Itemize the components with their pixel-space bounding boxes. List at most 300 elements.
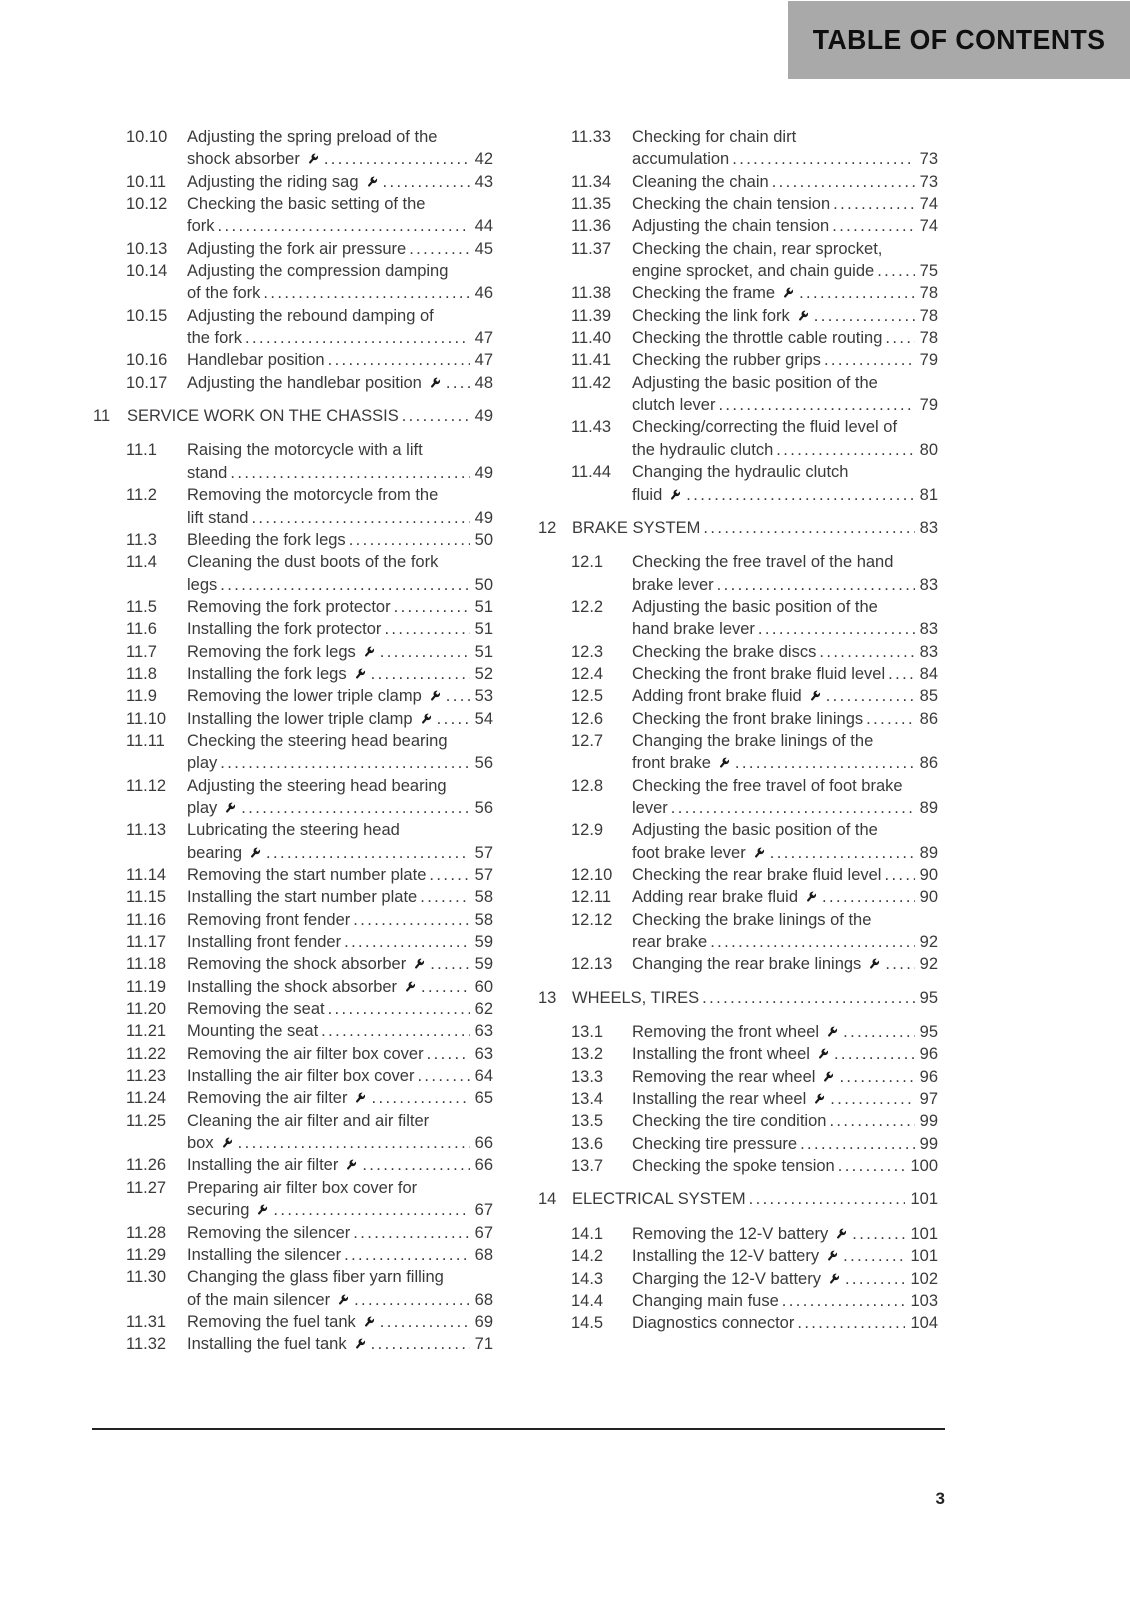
entry-title-line: Charging the 12-V battery xyxy=(632,1269,821,1288)
entry-last-line xyxy=(632,1133,938,1155)
wrench-icon xyxy=(403,980,417,994)
entry-body xyxy=(187,886,493,908)
entry-title-line: hand brake lever xyxy=(632,620,755,639)
entry-page-number: 68 xyxy=(474,1245,493,1264)
dot-leader xyxy=(430,953,469,975)
entry-last-line xyxy=(632,641,938,663)
entry-body xyxy=(632,1110,938,1132)
entry-title-line: Diagnostics connector xyxy=(632,1314,795,1333)
dot-leader xyxy=(758,618,915,640)
toc-entry-row xyxy=(93,372,493,394)
dot-leader xyxy=(833,193,915,215)
page-header xyxy=(788,1,1130,79)
entry-last-line xyxy=(632,1268,938,1290)
entry-title-line: Checking the chain tension xyxy=(632,195,831,214)
toc-entry-row xyxy=(93,1065,493,1087)
dot-leader xyxy=(888,663,915,685)
dot-leader xyxy=(437,708,470,730)
entry-last-line xyxy=(187,171,493,193)
wrench-icon xyxy=(816,1047,830,1061)
dot-leader xyxy=(772,171,915,193)
entry-title-line: of the main silencer xyxy=(187,1290,331,1309)
entry-last-line xyxy=(187,529,493,551)
toc-entry-row xyxy=(538,663,938,685)
entry-body xyxy=(632,886,938,908)
entry-last-line xyxy=(572,987,938,1009)
toc-entry-row xyxy=(538,282,938,304)
entry-body xyxy=(632,416,938,461)
entry-title-line: Installing the silencer xyxy=(187,1245,342,1264)
entry-body xyxy=(187,1020,493,1042)
entry-last-line xyxy=(632,349,938,371)
entry-page-number: 42 xyxy=(474,150,493,169)
entry-last-line xyxy=(632,953,938,975)
entry-title-line: Checking the chain, rear sprocket, xyxy=(632,239,883,258)
entry-body xyxy=(187,484,493,529)
entry-number: 10.17 xyxy=(126,373,168,392)
dot-leader xyxy=(877,260,914,282)
entry-body xyxy=(572,517,938,539)
entry-body xyxy=(187,238,493,260)
entry-title-line: accumulation xyxy=(632,150,730,169)
entry-number: 12.13 xyxy=(571,955,613,974)
entry-title-line: Removing the start number plate xyxy=(187,866,427,884)
entry-last-line xyxy=(187,797,493,819)
entry-last-line xyxy=(187,1154,493,1176)
dot-leader xyxy=(241,797,469,819)
toc-entry-row xyxy=(538,775,938,820)
wrench-icon xyxy=(344,1158,358,1172)
entry-page-number: 63 xyxy=(474,1044,493,1063)
wrench-icon xyxy=(362,1315,376,1329)
dot-leader xyxy=(238,1132,470,1154)
entry-body xyxy=(187,305,493,350)
dot-leader xyxy=(819,641,914,663)
entry-page-number: 58 xyxy=(474,888,493,907)
entry-body xyxy=(187,1177,493,1222)
toc-entry-row xyxy=(93,193,493,238)
entry-page-number: 78 xyxy=(919,329,938,348)
dot-leader xyxy=(800,1133,915,1155)
entry-page-number: 57 xyxy=(474,866,493,884)
toc-entry-row xyxy=(93,730,493,775)
entry-last-line xyxy=(187,349,493,371)
entry-number: 11.36 xyxy=(571,217,612,236)
entry-last-line xyxy=(632,260,938,282)
entry-number: 11.21 xyxy=(126,1022,167,1041)
entry-title-line: Changing the glass fiber yarn filling xyxy=(187,1268,444,1287)
entry-last-line xyxy=(632,1088,938,1110)
dot-leader xyxy=(417,1065,469,1087)
entry-title-line: Cleaning the air filter and air filter xyxy=(187,1111,430,1130)
entry-title-line: Adjusting the fork air pressure xyxy=(187,239,407,258)
entry-number: 11.32 xyxy=(126,1335,167,1354)
entry-number: 14.5 xyxy=(571,1314,604,1333)
entry-number: 14.2 xyxy=(571,1247,604,1266)
entry-title-line: fork xyxy=(187,217,215,236)
entry-page-number: 81 xyxy=(919,485,938,504)
entry-number: 10.10 xyxy=(126,128,168,146)
entry-number: 11.6 xyxy=(126,620,157,639)
entry-page-number: 73 xyxy=(919,172,938,191)
toc-entry-row xyxy=(93,685,493,707)
entry-title-line: Adjusting the steering head bearing xyxy=(187,776,447,795)
entry-page-number: 66 xyxy=(474,1156,493,1175)
entry-last-line xyxy=(572,1188,938,1210)
toc-entry-row xyxy=(538,461,938,506)
entry-page-number: 79 xyxy=(919,351,938,370)
toc-column-right xyxy=(538,126,938,1335)
toc-entry-row xyxy=(538,1312,938,1334)
entry-page-number: 92 xyxy=(919,955,938,974)
entry-number: 11.41 xyxy=(571,351,612,370)
toc-entry-row xyxy=(538,1268,938,1290)
dot-leader xyxy=(686,484,914,506)
dot-leader xyxy=(852,1223,905,1245)
toc-entry-row xyxy=(538,1021,938,1043)
toc-entry-row xyxy=(93,1110,493,1155)
entry-title-line: engine sprocket, and chain guide xyxy=(632,262,875,281)
entry-title-line: Raising the motorcycle with a lift xyxy=(187,441,423,460)
toc-entry-row xyxy=(538,1223,938,1245)
entry-page-number: 78 xyxy=(919,306,938,325)
entry-title-line: Removing the fuel tank xyxy=(187,1312,356,1331)
entry-page-number: 101 xyxy=(910,1190,938,1209)
dot-leader xyxy=(776,439,914,461)
entry-body xyxy=(632,775,938,820)
entry-last-line xyxy=(187,1020,493,1042)
entry-number: 11.13 xyxy=(126,821,167,840)
toc-entry-row xyxy=(93,1222,493,1244)
toc-entry-row xyxy=(93,439,493,484)
toc-entry-row xyxy=(93,909,493,931)
entry-last-line xyxy=(187,1311,493,1333)
entry-number: 14.1 xyxy=(571,1224,604,1243)
entry-page-number: 96 xyxy=(919,1045,938,1064)
entry-page-number: 69 xyxy=(474,1312,493,1331)
toc-entry-row xyxy=(93,1244,493,1266)
toc-section-row xyxy=(538,1188,938,1210)
dot-leader xyxy=(843,1245,905,1267)
dot-leader xyxy=(830,1088,914,1110)
entry-page-number: 46 xyxy=(474,284,493,303)
entry-last-line xyxy=(632,439,938,461)
entry-number: 11.29 xyxy=(126,1245,167,1264)
dot-leader xyxy=(884,864,914,886)
entry-last-line xyxy=(632,1155,938,1177)
entry-title-line: Checking/correcting the fluid level of xyxy=(632,418,898,437)
dot-leader xyxy=(344,1244,470,1266)
entry-body xyxy=(187,1087,493,1109)
entry-body xyxy=(187,1222,493,1244)
entry-title-line: Removing the fork protector xyxy=(187,597,391,616)
page-title: TABLE OF CONTENTS xyxy=(812,24,1106,55)
toc-entry-row xyxy=(93,819,493,864)
entry-page-number: 59 xyxy=(474,933,493,952)
entry-title-line: stand xyxy=(187,463,228,482)
dot-leader xyxy=(409,238,469,260)
entry-title-line: Bleeding the fork legs xyxy=(187,530,346,549)
wrench-icon xyxy=(412,957,426,971)
entry-page-number: 52 xyxy=(474,664,493,683)
entry-page-number: 66 xyxy=(474,1134,493,1153)
dot-leader xyxy=(770,842,915,864)
toc-section-row xyxy=(538,987,938,1009)
entry-title-line: Removing front fender xyxy=(187,910,351,929)
entry-number: 11.28 xyxy=(126,1223,167,1242)
entry-last-line xyxy=(632,484,938,506)
dot-leader xyxy=(885,953,914,975)
entry-title-line: Removing the air filter xyxy=(187,1089,348,1108)
toc-entry-row xyxy=(538,1290,938,1312)
entry-last-line xyxy=(632,305,938,327)
entry-body xyxy=(187,260,493,305)
toc-entry-row xyxy=(93,349,493,371)
dot-leader xyxy=(732,148,914,170)
dot-leader xyxy=(845,1268,906,1290)
toc-entry-row xyxy=(93,1043,493,1065)
entry-last-line xyxy=(632,394,938,416)
entry-last-line xyxy=(632,1066,938,1088)
entry-page-number: 101 xyxy=(910,1224,938,1243)
entry-last-line xyxy=(187,1065,493,1087)
entry-number: 11.12 xyxy=(126,776,167,795)
dot-leader xyxy=(843,1021,915,1043)
wrench-icon xyxy=(419,712,433,726)
entry-number: 11.34 xyxy=(571,172,612,191)
entry-body xyxy=(187,171,493,193)
entry-last-line xyxy=(187,372,493,394)
toc-entry-row xyxy=(538,1066,938,1088)
entry-number: 10.15 xyxy=(126,306,168,325)
wrench-icon xyxy=(336,1293,350,1307)
entry-title-line: Checking the rear brake fluid level xyxy=(632,866,882,884)
wrench-icon xyxy=(668,488,682,502)
entry-last-line xyxy=(187,998,493,1020)
entry-last-line xyxy=(187,1289,493,1311)
entry-page-number: 90 xyxy=(919,866,938,884)
entry-page-number: 83 xyxy=(919,642,938,661)
entry-title-line: Adding front brake fluid xyxy=(632,687,802,706)
toc-entry-row xyxy=(538,416,938,461)
toc-entry-row xyxy=(93,1333,493,1355)
entry-body xyxy=(187,1333,493,1355)
entry-page-number: 74 xyxy=(919,217,938,236)
entry-last-line xyxy=(187,282,493,304)
entry-title-line: Checking the link fork xyxy=(632,306,790,325)
entry-last-line xyxy=(187,148,493,170)
dot-leader xyxy=(866,708,915,730)
entry-body xyxy=(187,931,493,953)
entry-body xyxy=(632,1245,938,1267)
wrench-icon xyxy=(248,846,262,860)
toc-entry-row xyxy=(538,641,938,663)
dot-leader xyxy=(245,327,470,349)
entry-title-line: BRAKE SYSTEM xyxy=(572,518,701,537)
entry-title-line: Checking the free travel of foot brake xyxy=(632,776,903,795)
entry-last-line xyxy=(187,864,493,886)
entry-body xyxy=(632,1088,938,1110)
entry-title-line: Checking the brake linings of the xyxy=(632,910,872,929)
dot-leader xyxy=(344,931,470,953)
toc-entry-row xyxy=(538,596,938,641)
entry-body xyxy=(632,708,938,730)
entry-title-line: Lubricating the steering head xyxy=(187,821,400,840)
entry-body xyxy=(632,238,938,283)
entry-last-line xyxy=(187,327,493,349)
dot-leader xyxy=(266,842,470,864)
entry-last-line xyxy=(187,618,493,640)
entry-title-line: the fork xyxy=(187,329,243,348)
entry-title-line: Removing the seat xyxy=(187,1000,325,1019)
wrench-icon xyxy=(812,1092,826,1106)
dot-leader xyxy=(394,596,470,618)
toc-entry-row xyxy=(538,953,938,975)
entry-page-number: 54 xyxy=(474,709,493,728)
entry-page-number: 73 xyxy=(919,150,938,169)
toc-entry-row xyxy=(538,305,938,327)
entry-title-line: Installing the fork protector xyxy=(187,620,382,639)
entry-page-number: 78 xyxy=(919,284,938,303)
entry-number: 12.1 xyxy=(571,553,604,572)
entry-body xyxy=(632,327,938,349)
entry-body xyxy=(632,685,938,707)
entry-body xyxy=(187,596,493,618)
dot-leader xyxy=(384,618,469,640)
wrench-icon xyxy=(223,801,237,815)
dot-leader xyxy=(824,349,915,371)
entry-number: 12.2 xyxy=(571,597,604,616)
entry-number: 13.7 xyxy=(571,1157,604,1176)
entry-title-line: Removing the front wheel xyxy=(632,1023,820,1042)
toc-entry-row xyxy=(93,171,493,193)
entry-title-line: Checking the spoke tension xyxy=(632,1157,835,1176)
entry-number: 11.19 xyxy=(126,977,167,996)
entry-body xyxy=(632,1155,938,1177)
wrench-icon xyxy=(804,890,818,904)
entry-number: 11 xyxy=(93,407,111,426)
entry-body xyxy=(187,685,493,707)
toc-entry-row xyxy=(538,708,938,730)
toc-entry-row xyxy=(538,193,938,215)
entry-title-line: Checking the front brake linings xyxy=(632,709,864,728)
entry-body xyxy=(632,1312,938,1334)
toc-entry-row xyxy=(538,1245,938,1267)
entry-number: 13 xyxy=(538,988,557,1007)
entry-title-line: Removing the rear wheel xyxy=(632,1067,816,1086)
entry-title-line: Checking the front brake fluid level xyxy=(632,664,886,683)
entry-page-number: 51 xyxy=(474,642,493,661)
wrench-icon xyxy=(306,152,320,166)
toc-entry-row xyxy=(93,126,493,171)
wrench-icon xyxy=(867,957,881,971)
toc-entry-row xyxy=(538,886,938,908)
footer-rule xyxy=(92,1428,945,1430)
toc-entry-row xyxy=(93,998,493,1020)
entry-page-number: 47 xyxy=(474,351,493,370)
entry-title-line: legs xyxy=(187,575,218,594)
entry-body xyxy=(187,618,493,640)
entry-title-line: Cleaning the dust boots of the fork xyxy=(187,553,439,572)
entry-last-line xyxy=(187,596,493,618)
entry-body xyxy=(632,1043,938,1065)
entry-page-number: 43 xyxy=(474,172,493,191)
entry-last-line xyxy=(632,864,938,886)
wrench-icon xyxy=(717,756,731,770)
entry-number: 12.12 xyxy=(571,910,613,929)
entry-last-line xyxy=(187,507,493,529)
entry-page-number: 64 xyxy=(474,1067,493,1086)
dot-leader xyxy=(218,215,470,237)
dot-leader xyxy=(826,685,915,707)
entry-body xyxy=(632,215,938,237)
entry-last-line xyxy=(187,708,493,730)
entry-body xyxy=(187,819,493,864)
entry-number: 11.1 xyxy=(126,441,157,460)
entry-last-line xyxy=(187,1043,493,1065)
entry-page-number: 56 xyxy=(474,754,493,773)
dot-leader xyxy=(371,663,470,685)
toc-entry-row xyxy=(93,663,493,685)
dot-leader xyxy=(273,1199,469,1221)
entry-title-line: clutch lever xyxy=(632,396,716,415)
dot-leader xyxy=(832,215,914,237)
entry-number: 11.39 xyxy=(571,306,612,325)
toc-entry-row xyxy=(538,238,938,283)
entry-body xyxy=(187,1266,493,1311)
dot-leader xyxy=(703,517,914,539)
entry-number: 12.8 xyxy=(571,776,604,795)
wrench-icon xyxy=(781,286,795,300)
entry-number: 11.24 xyxy=(126,1089,167,1108)
entry-body xyxy=(632,730,938,775)
entry-page-number: 62 xyxy=(474,1000,493,1019)
entry-title-line: Removing the motorcycle from the xyxy=(187,486,439,505)
entry-number: 12.5 xyxy=(571,687,604,706)
entry-title-line: bearing xyxy=(187,843,243,862)
toc-section-row xyxy=(538,517,938,539)
entry-number: 11.37 xyxy=(571,239,612,258)
entry-page-number: 67 xyxy=(474,1201,493,1220)
dot-leader xyxy=(328,349,470,371)
entry-last-line xyxy=(187,953,493,975)
entry-last-line xyxy=(187,641,493,663)
entry-title-line: Adjusting the basic position of the xyxy=(632,821,878,840)
entry-number: 13.4 xyxy=(571,1090,604,1109)
entry-page-number: 80 xyxy=(919,440,938,459)
entry-body xyxy=(187,708,493,730)
entry-page-number: 103 xyxy=(910,1291,938,1310)
entry-page-number: 50 xyxy=(474,575,493,594)
entry-number: 11.18 xyxy=(126,955,167,974)
entry-last-line xyxy=(632,886,938,908)
toc-entry-row xyxy=(93,641,493,663)
entry-title-line: of the fork xyxy=(187,284,261,303)
entry-title-line: Removing the shock absorber xyxy=(187,955,407,974)
entry-body xyxy=(187,1311,493,1333)
entry-number: 10.12 xyxy=(126,195,168,214)
entry-title-line: play xyxy=(187,798,218,817)
entry-last-line xyxy=(187,215,493,237)
dot-leader xyxy=(402,405,470,427)
entry-last-line xyxy=(187,1244,493,1266)
entry-number: 13.6 xyxy=(571,1134,604,1153)
entry-title-line: Adjusting the rebound damping of xyxy=(187,306,434,325)
entry-title-line: Checking the basic setting of the xyxy=(187,195,426,214)
entry-body xyxy=(187,976,493,998)
dot-leader xyxy=(829,1110,914,1132)
entry-number: 13.5 xyxy=(571,1112,604,1131)
